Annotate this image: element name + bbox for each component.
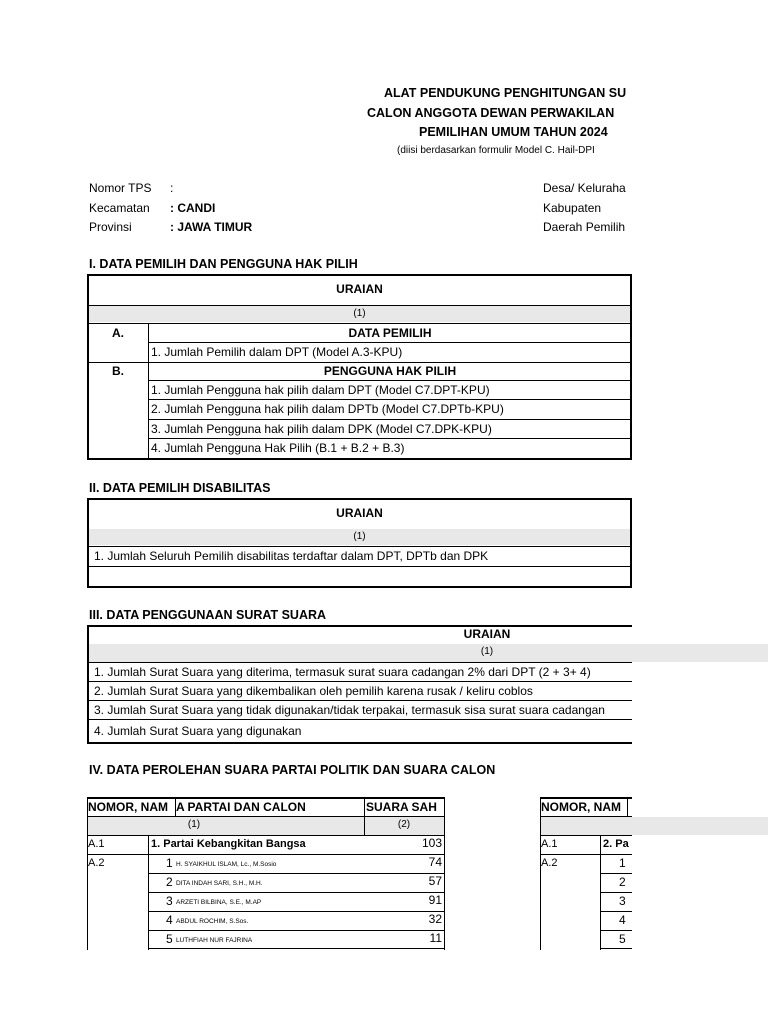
section-4-right-candidate-number: 3	[619, 894, 626, 908]
section-4-right-party-name: 2. Pa	[603, 838, 629, 850]
kabupaten-label: Kabupaten	[543, 201, 602, 215]
section-4-left-a2-code: A.2	[88, 857, 105, 869]
section-4-right-candidate-number: 1	[619, 856, 626, 870]
section-3-col-number: (1)	[480, 646, 494, 657]
desa-label: Desa/ Keluraha	[543, 181, 626, 195]
section-1-b3: 3. Jumlah Pengguna hak pilih dalam DPK (Model C7.DPK-KPU)	[151, 422, 492, 436]
section-1-b-title: PENGGUNA HAK PILIH	[323, 364, 457, 378]
candidate-votes: 32	[428, 912, 442, 926]
section-1-a-code: A.	[112, 326, 124, 340]
candidate-votes: 91	[428, 893, 442, 907]
section-1-b2: 2. Jumlah Pengguna hak pilih dalam DPTb (Model C7.DPTb-KPU)	[151, 402, 504, 416]
section-3-r2: 2. Jumlah Surat Suara yang dikembalikan oleh pemilih karena rusak / keliru coblos	[94, 684, 533, 698]
crop-mask-upper	[632, 0, 768, 644]
candidate-number: 5	[166, 932, 173, 946]
dapil-label: Daerah Pemilih	[543, 220, 626, 234]
candidate-votes: 11	[429, 931, 442, 945]
section-4-left-col1: (1)	[187, 819, 201, 830]
section-4-left-a1-code: A.1	[88, 838, 105, 850]
section-4-left-party-name: 1. Partai Kebangkitan Bangsa	[151, 838, 306, 850]
section-3-r1: 1. Jumlah Surat Suara yang diterima, termasuk surat suara cadangan 2% dari DPT (2 + 3+ 4)	[94, 665, 591, 679]
section-1-col-number: (1)	[353, 308, 366, 319]
section-4-right-candidate-number: 5	[619, 932, 626, 946]
tps-label: Nomor TPS	[89, 181, 152, 195]
section-3-uraian-header: URAIAN	[463, 627, 511, 641]
section-1-b1: 1. Jumlah Pengguna hak pilih dalam DPT (Model C7.DPT-KPU)	[151, 383, 490, 397]
section-1-title: I. DATA PEMILIH DAN PENGGUNA HAK PILIH	[89, 257, 358, 271]
section-1-b-code: B.	[112, 364, 124, 378]
crop-mask-lower	[632, 835, 768, 1024]
crop-mask-middle	[632, 662, 768, 817]
candidate-number: 3	[166, 894, 173, 908]
section-1-uraian-header: URAIAN	[336, 282, 383, 296]
section-4-left-col2: (2)	[397, 819, 411, 830]
kecamatan-label: Kecamatan	[89, 201, 150, 215]
provinsi-value: : JAWA TIMUR	[170, 220, 253, 234]
candidate-votes: 57	[428, 874, 442, 888]
section-4-right-a1-code: A.1	[541, 838, 558, 850]
section-3-r3: 3. Jumlah Surat Suara yang tidak digunakan/tidak terpakai, termasuk sisa surat suara cadangan	[94, 703, 605, 717]
kecamatan-value: : CANDI	[170, 201, 216, 215]
section-4-right-a2-code: A.2	[541, 857, 558, 869]
candidate-number: 4	[166, 913, 173, 927]
header-line-1: ALAT PENDUKUNG PENGHITUNGAN SU	[384, 86, 627, 100]
candidate-votes: 74	[428, 855, 442, 869]
section-2-col-number: (1)	[353, 531, 366, 542]
section-3-title: III. DATA PENGGUNAAN SURAT SUARA	[89, 608, 327, 622]
section-1-b4: 4. Jumlah Pengguna Hak Pilih (B.1 + B.2 + B.3)	[151, 441, 405, 455]
tps-value: :	[170, 181, 174, 195]
header-line-3: PEMILIHAN UMUM TAHUN 2024	[419, 125, 608, 139]
provinsi-label: Provinsi	[89, 220, 132, 234]
candidate-name: LUTHFIAH NUR FAJRINA	[176, 937, 253, 944]
section-4-title: IV. DATA PEROLEHAN SUARA PARTAI POLITIK DAN SUARA CALON	[89, 763, 496, 777]
candidate-number: 2	[166, 875, 173, 889]
section-4-right-header-nomor: NOMOR, NAM	[541, 800, 621, 814]
candidate-name: H. SYAIKHUL ISLAM, Lc., M.Sosio	[176, 861, 277, 868]
section-2-r1: 1. Jumlah Seluruh Pemilih disabilitas terdaftar dalam DPT, DPTb dan DPK	[94, 549, 489, 563]
header-line-2: CALON ANGGOTA DEWAN PERWAKILAN	[367, 106, 615, 120]
section-4-right-candidate-number: 2	[619, 875, 626, 889]
header-line-4: (diisi berdasarkan formulir Model C. Hail-DPI	[397, 145, 595, 156]
candidate-name: ABDUL ROCHIM, S.Sos.	[176, 918, 249, 925]
section-4-left-header-nomor: NOMOR, NAM	[88, 800, 168, 814]
section-3-r4: 4. Jumlah Surat Suara yang digunakan	[94, 724, 302, 738]
section-4-right-candidate-number: 4	[619, 913, 626, 927]
section-2-uraian-header: URAIAN	[336, 506, 383, 520]
section-1-a-title: DATA PEMILIH	[348, 326, 432, 340]
section-4-left-party-votes: 103	[421, 836, 442, 850]
section-2-title: II. DATA PEMILIH DISABILITAS	[89, 481, 271, 495]
section-1-a1: 1. Jumlah Pemilih dalam DPT (Model A.3-KPU)	[151, 345, 403, 359]
candidate-number: 1	[166, 856, 173, 870]
section-4-right-col-band	[541, 817, 768, 835]
section-4-left-header-suara: SUARA SAH	[366, 800, 437, 814]
section-4-left-header-nama: A PARTAI DAN CALON	[176, 800, 306, 814]
candidate-name: DITA INDAH SARI, S.H., M.H.	[176, 880, 263, 887]
candidate-name: ARZETI BILBINA, S.E., M.AP	[176, 899, 262, 906]
